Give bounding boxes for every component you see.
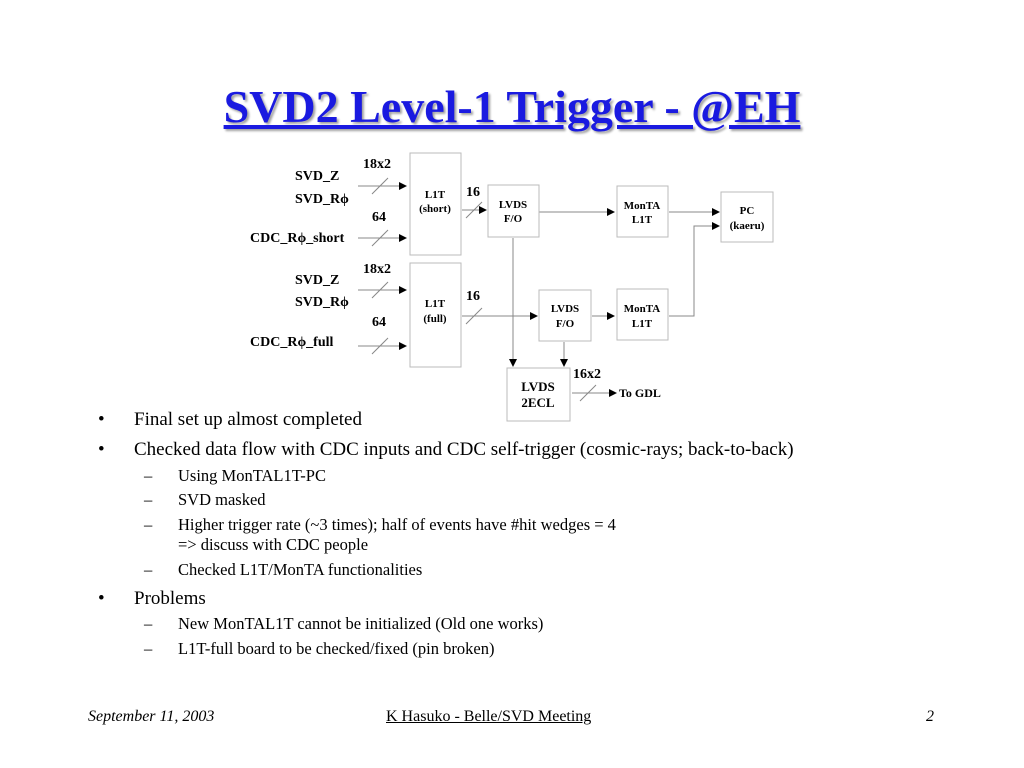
sub-bullet-item	[98, 490, 978, 511]
to-gdl-label: To GDL	[619, 386, 661, 400]
bullet-item	[98, 438, 978, 462]
bus-label-bottom-svd: 18x2	[363, 262, 391, 277]
lvds-fo-bottom-box	[539, 290, 591, 341]
sub-bullet-dash: –	[144, 560, 153, 579]
sub-bullet-text: Using MonTAL1T-PC	[178, 465, 326, 485]
sub-bullet-text: New MonTAL1T cannot be initialized (Old one works)	[178, 614, 544, 634]
bus-label-bottom-cdc: 64	[372, 315, 386, 330]
bullet-dot: •	[98, 587, 105, 609]
sub-bullet-text: L1T-full board to be checked/fixed (pin broken)	[178, 639, 495, 658]
bus-label-bottom-out: 16	[466, 289, 480, 304]
bullet-text: Final set up almost completed	[134, 409, 362, 430]
lvds-2ecl-label-1: LVDS	[521, 379, 555, 394]
input-bottom-svd-z: SVD_Z	[295, 273, 340, 288]
page-number: 2	[926, 708, 934, 725]
bullet-dot: •	[98, 438, 105, 460]
sub-bullet-item	[98, 639, 978, 660]
lvds-2ecl-label-2: 2ECL	[521, 395, 555, 410]
lvds-bottom-label-1: LVDS	[550, 303, 580, 315]
lvds-top-label-1: LVDS	[498, 199, 528, 211]
monta-top-label-1: MonTA	[623, 200, 661, 212]
sub-bullet-item	[98, 560, 978, 581]
bullet-text: Problems	[134, 587, 206, 609]
lvds-bottom-label-2: F/O	[555, 318, 575, 330]
sub-bullet-item	[98, 614, 978, 635]
sub-bullet-text: Checked L1T/MonTA functionalities	[178, 560, 423, 579]
slide-title: SVD2 Level-1 Trigger - @EH	[223, 81, 801, 132]
bullet-item	[98, 408, 978, 432]
monta-bottom-label-2: L1T	[631, 318, 653, 330]
l1t-full-label-2: (full)	[423, 313, 447, 325]
input-bottom-cdc: CDC_Rϕ_full	[250, 335, 334, 350]
sub-bullet-dash: –	[144, 614, 153, 634]
bus-label-ecl: 16x2	[573, 367, 601, 382]
l1t-short-label-2: (short)	[419, 203, 451, 215]
wire-bottom-monta-pc	[669, 226, 719, 316]
lvds-top-label-2: F/O	[503, 213, 523, 225]
sub-bullet-dash: –	[144, 639, 153, 658]
footer-date: September 11, 2003	[88, 708, 215, 725]
footer-title: K Hasuko - Belle/SVD Meeting	[386, 708, 592, 725]
input-bottom-svd-rphi: SVD_Rϕ	[295, 295, 349, 310]
bus-label-top-out: 16	[466, 185, 480, 200]
pc-label-1: PC	[739, 205, 755, 217]
sub-bullet-dash: –	[144, 465, 153, 485]
bus-label-top-cdc: 64	[372, 210, 386, 225]
sub-bullet-text: Higher trigger rate (~3 times); half of events have #hit wedges = 4	[178, 514, 616, 534]
bullet-list	[98, 402, 978, 660]
input-top-svd-z: SVD_Z	[295, 169, 340, 184]
l1t-short-label-1: L1T	[424, 189, 446, 201]
bullet-dot: •	[98, 409, 105, 430]
monta-top-label-2: L1T	[631, 214, 653, 226]
sub-bullet-text-continued: => discuss with CDC people	[178, 535, 369, 555]
sub-bullet-dash: –	[144, 490, 153, 510]
bullet-item	[98, 587, 978, 611]
bullet-text: Checked data flow with CDC inputs and CDC self-trigger (cosmic-rays; back-to-back)	[134, 438, 794, 460]
sub-bullet-item	[98, 466, 978, 487]
input-top-svd-rphi: SVD_Rϕ	[295, 192, 349, 207]
l1t-full-label-1: L1T	[424, 298, 446, 310]
lvds-fo-top-box	[488, 185, 539, 237]
sub-bullet-item	[98, 515, 978, 556]
input-top-cdc: CDC_Rϕ_short	[250, 231, 345, 246]
bus-label-top-svd: 18x2	[363, 157, 391, 172]
pc-label-2: (kaeru)	[729, 220, 765, 232]
sub-bullet-dash: –	[144, 514, 153, 534]
monta-bottom-label-1: MonTA	[623, 303, 661, 315]
pc-box	[721, 192, 773, 242]
sub-bullet-text: SVD masked	[178, 490, 266, 510]
